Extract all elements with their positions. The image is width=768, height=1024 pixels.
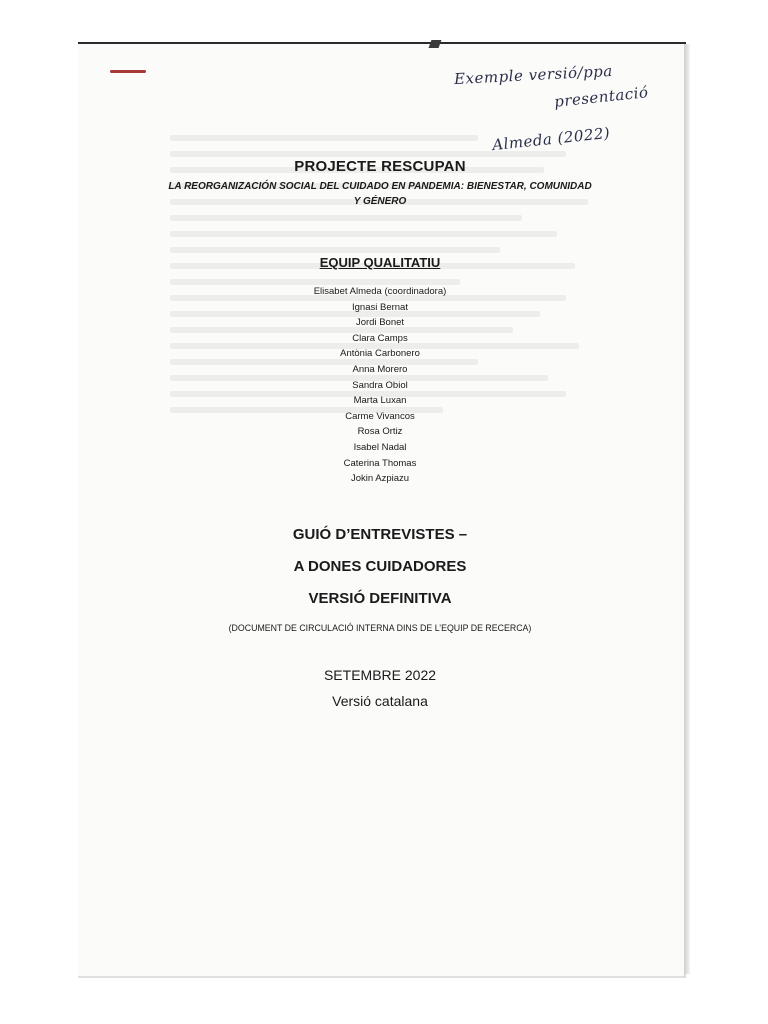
team-member: Rosa Ortiz [357,426,403,438]
team-member: Jokin Azpiazu [350,473,410,485]
handwritten-note-line1: Exemple versió/ppa [453,61,614,89]
team-member: Anna Morero [352,363,408,375]
subtitle-line2: Y GÉNERO [353,196,407,207]
page-edge-shadow [684,44,690,974]
project-title: PROJECTE RESCUPAN [294,158,466,175]
guide-title-line3: VERSIÓ DEFINITIVA [308,589,452,607]
team-member: Ignasi Bernat [352,301,408,313]
project-subtitle [140,179,620,209]
handwritten-note-line2: presentació [553,83,650,111]
team-member: Jordi Bonet [355,317,405,329]
guide-title-line1: GUIÓ D’ENTREVISTES – [292,525,468,543]
team-heading: EQUIP QUALITATIU [319,255,441,270]
subtitle-line1: LA REORGANIZACIÓN SOCIAL DEL CUIDADO EN PANDEMIA: BIENESTAR, COMUNIDAD [168,181,592,192]
team-member: Clara Camps [352,332,408,344]
team-member: Elisabet Almeda (coordinadora) [313,286,447,297]
guide-title-block [140,519,620,615]
guide-title-line2: A DONES CUIDADORES [293,557,467,575]
team-member: Sandra Obiol [352,379,408,391]
team-member: Isabel Nadal [353,441,407,453]
document-language: Versió catalana [332,692,428,709]
team-member: Caterina Thomas [343,457,417,469]
red-ink-mark [110,70,146,73]
internal-circulation-note: (DOCUMENT DE CIRCULACIÓ INTERNA DINS DE L’EQUIP DE RECERCA) [228,622,532,633]
handwritten-note-line3: Almeda (2022) [491,123,612,155]
document-date: SETEMBRE 2022 [323,666,437,683]
team-member: Carme Vivancos [345,410,415,422]
team-member: Antònia Carbonero [340,348,420,360]
team-member-list [140,284,620,487]
cover-content [140,150,620,709]
team-member: Marta Luxan [353,395,407,407]
